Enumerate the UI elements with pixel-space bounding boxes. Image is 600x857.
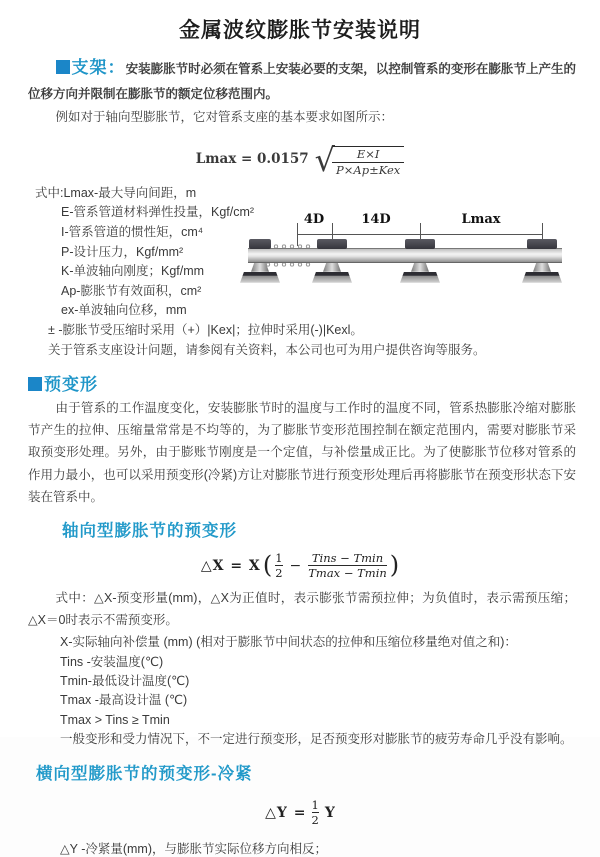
pipe-support	[398, 238, 442, 310]
predeform-paragraph: 由于管系的工作温度变化，安装膨胀节时的温度与工作时的温度不同，管系热膨胀冷缩对膨胀节产生的拉伸、压缩量常常是不均等的，为了膨胀节变形范围控制在额定范围内，需要对膨胀节采取预变形处理。另外，由于膨账节刚度是一个定值，与补偿量成正比。为了使膨胀节位移对管系的作用力最小，也可以采用预变形(冷紧)方让对膨胀节进行预变形处理后再将膨胀节在预变形状态下安装在管系中。	[28, 400, 576, 504]
support-intro-text: 安装膨胀节时必须在管系上安装必要的支架，以控制管系的变形在膨胀节上产生的位移方向并限制在膨胀节的额定位移范围内。	[28, 62, 576, 102]
support-stem	[323, 263, 341, 272]
axial-definition-line: Tmax > Tins ≥ Tmin	[60, 712, 170, 727]
support-stem	[251, 263, 269, 272]
support-base	[400, 272, 440, 283]
axial-heading-text: 轴向型膨胀节的预变形	[62, 522, 237, 540]
temperature-denominator: Tmax − Tmin	[308, 566, 387, 581]
lmax-fraction-numerator: E×I	[356, 146, 380, 161]
definition-line: K-单波轴向刚度；Kgf/mm	[61, 264, 205, 279]
dim-label-14d: 14D	[361, 211, 391, 227]
definition-line: E-管系管道材料弹性投量，Kgf/cm²	[61, 205, 255, 220]
lmax-formula	[0, 138, 600, 180]
lateral-half-denominator: 2	[311, 813, 319, 828]
definition-line: ex-单波轴向位移，mm	[61, 303, 187, 318]
axial-definitions-list	[60, 633, 600, 749]
predeform-section-heading	[28, 370, 600, 395]
definition-line: Ap-膨胀节有效面积，cm²	[61, 283, 202, 298]
consult-note: 关于管系支座设计问题，请参阅有关资料，本公司也可为用户提供咨询等服务。	[48, 342, 486, 357]
lmax-formula-lhs: Lmax = 0.0157	[195, 150, 309, 167]
right-paren: )	[389, 550, 400, 579]
dim-label-4d: 4D	[303, 211, 325, 227]
lateral-formula-rhs: Y	[324, 804, 335, 821]
support-clamp	[527, 239, 557, 249]
lateral-note: △Y -冷紧量(mm)，与膨胀节实际位移方向相反；	[60, 842, 328, 857]
axial-explanation: 式中：△X-预变形量(mm)，△X为正值时，表示膨张节需预拉伸；为负值时，表示需预压缩；△X＝0时表示不需预变形。	[28, 590, 576, 627]
section-marker-icon	[56, 60, 70, 74]
lmax-fraction-denominator: P×Ap±Kex	[332, 162, 404, 178]
lateral-formula	[0, 798, 600, 828]
definitions-block	[35, 184, 600, 360]
support-section-heading: 支架：	[71, 58, 126, 77]
axial-general-note: 一般变形和受力情况下，不一定进行预变形，足否预变形对膨胀节的疲劳寿命几乎没有影响。	[60, 732, 573, 747]
definition-line: P-设计压力，Kgf/mm²	[61, 244, 184, 259]
pipe-support-anchor	[238, 238, 282, 310]
pipe-support-diagram	[248, 212, 598, 322]
definition-line: I-管系管道的惯性矩，cm⁴	[61, 224, 204, 239]
plusminus-note: ± -膨胀节受压缩时采用（+）|Kex|；拉伸时采用(-)|Kexl。	[48, 322, 363, 337]
definition-line: 式中:Lmax-最大导向间距，m	[35, 185, 197, 200]
pipe-support	[310, 238, 354, 310]
lateral-half-numerator: 1	[311, 797, 319, 812]
pipe-support	[520, 238, 564, 310]
support-base	[240, 272, 280, 283]
temperature-fraction	[308, 551, 387, 581]
sqrt-radical-icon: √	[314, 141, 336, 180]
support-clamp	[317, 239, 347, 249]
predeform-heading-text: 预变形	[44, 374, 98, 394]
lateral-half-fraction	[312, 798, 319, 828]
support-intro-paragraph	[28, 53, 576, 106]
axial-formula	[0, 551, 600, 581]
support-base	[522, 272, 562, 283]
lateral-heading-text: 横向型膨胀节的预变形-冷紧	[36, 764, 253, 783]
axial-definition-line: X-实际轴向补偿量 (mm) (相对于膨胀节中间状态的拉伸和压缩位移量绝对值之和)：	[60, 635, 517, 650]
support-base	[312, 272, 352, 283]
support-stem	[533, 263, 551, 272]
lateral-subsection-heading	[36, 760, 600, 784]
minus-operator: −	[289, 557, 302, 574]
axial-definition-line: Tmin-最低设计温度(℃)	[60, 674, 190, 689]
half-fraction	[275, 551, 282, 581]
half-numerator: 1	[275, 551, 283, 565]
left-paren: (	[262, 550, 273, 579]
support-clamp	[249, 239, 271, 249]
support-clamp	[405, 239, 435, 249]
temperature-numerator: Tins − Tmin	[311, 551, 384, 565]
lmax-formula-fraction	[332, 146, 404, 178]
half-denominator: 2	[275, 566, 283, 581]
support-example-line: 例如对于轴向型膨胀节，它对管系支座的基本要求如图所示：	[55, 109, 394, 124]
axial-definition-line: Tins -安装温度(℃)	[60, 654, 164, 669]
section-marker-icon	[28, 377, 42, 391]
axial-formula-lhs: △X = X	[200, 557, 261, 574]
dim-label-lmax: Lmax	[461, 211, 501, 227]
axial-subsection-heading	[62, 517, 600, 541]
support-stem	[411, 263, 429, 272]
lateral-formula-lhs: △Y =	[265, 804, 307, 821]
axial-definition-line: Tmax -最高设计温 (℃)	[60, 693, 188, 708]
page-title: 金属波纹膨胀节安装说明	[179, 19, 421, 42]
